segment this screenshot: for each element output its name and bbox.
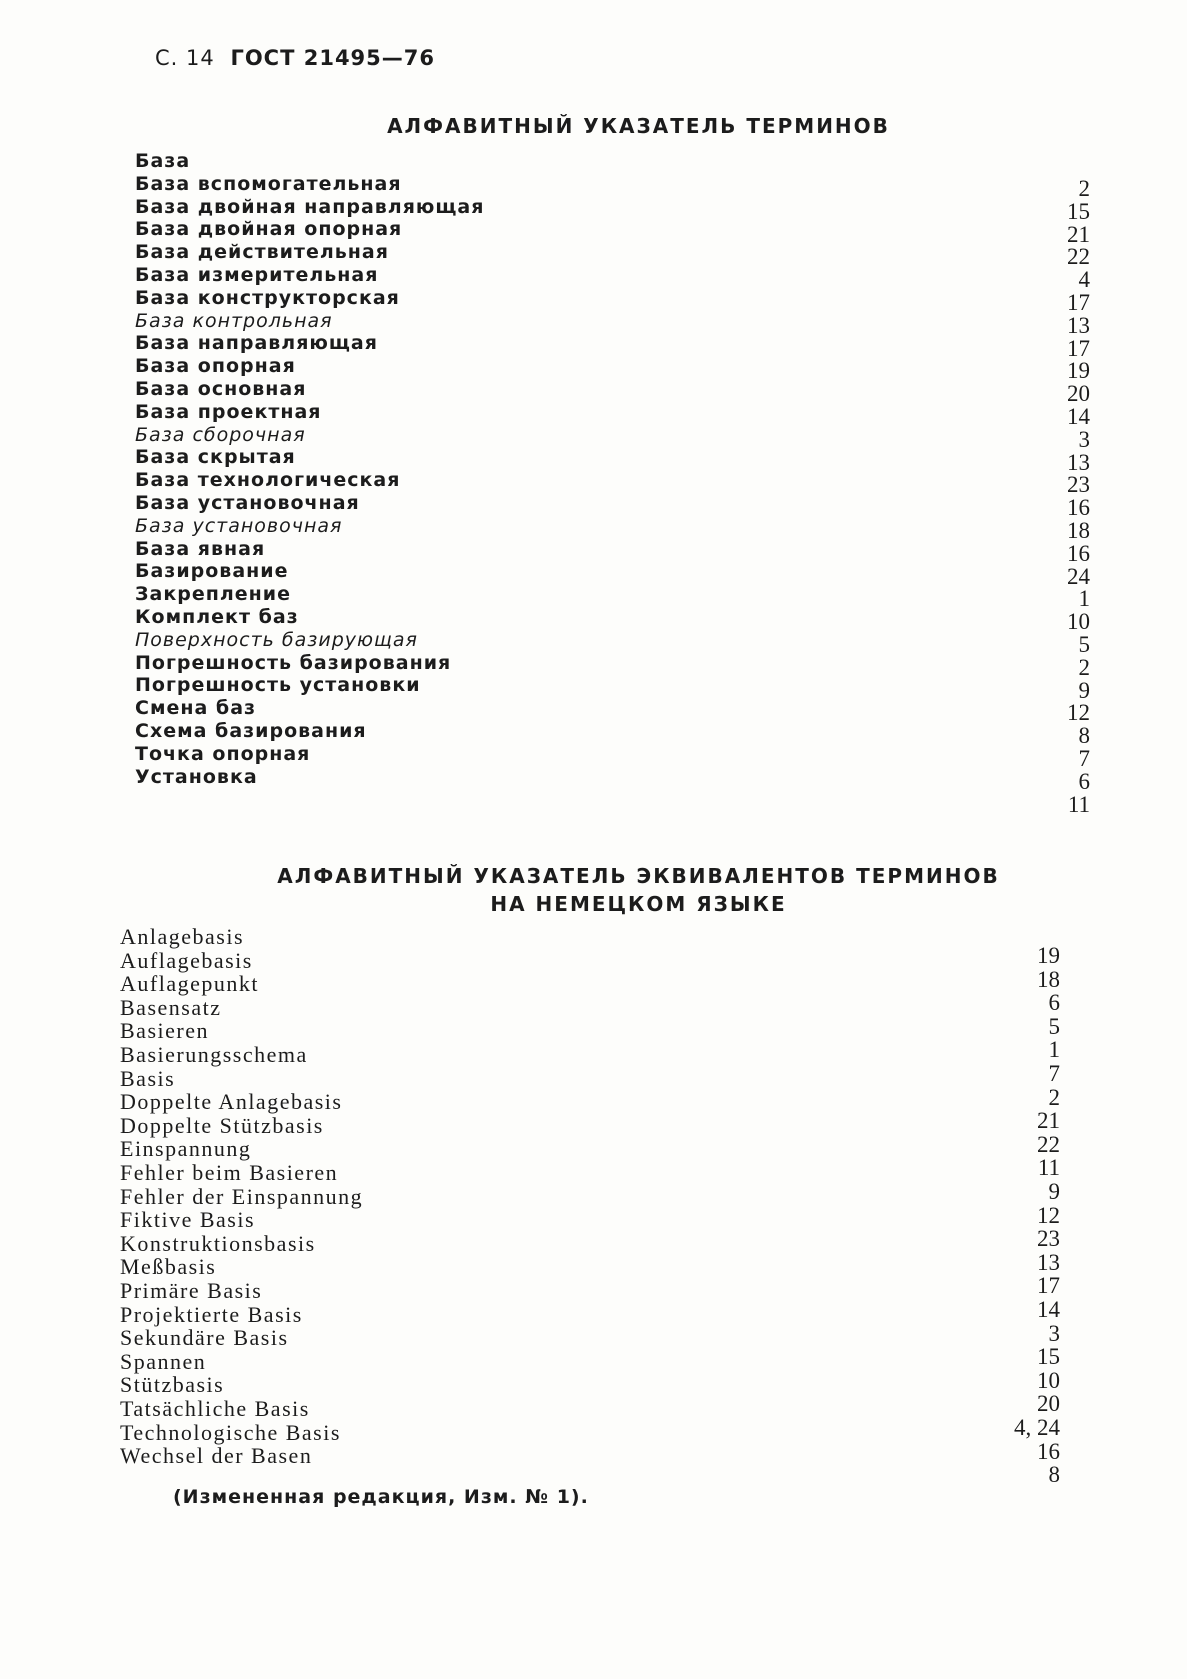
term-number: 16	[1067, 540, 1090, 566]
term-entry: Погрешность базирования	[135, 651, 452, 674]
term-entry: Fehler der Einspannung	[120, 1183, 364, 1209]
term-entry: Поверхность базирующая	[135, 628, 418, 651]
term-number: 18	[1037, 966, 1060, 992]
term-number: 24	[1067, 563, 1090, 589]
term-number: 11	[1037, 1155, 1060, 1181]
term-entry: Einspannung	[120, 1136, 252, 1162]
term-entry: База двойная опорная	[135, 218, 403, 241]
term-number: 12	[1037, 1202, 1060, 1228]
term-number: 17	[1067, 335, 1090, 361]
term-number: 12	[1067, 700, 1090, 726]
term-entry: Auflagebasis	[120, 947, 253, 973]
term-entry: Sekundäre Basis	[120, 1325, 289, 1351]
term-entry: База контрольная	[135, 309, 333, 332]
term-entry: База технологическая	[135, 469, 401, 492]
term-entry: Установка	[135, 765, 258, 788]
german-index-title	[0, 862, 1187, 918]
page-header	[155, 46, 435, 70]
term-entry: Doppelte Stützbasis	[120, 1112, 324, 1138]
term-number: 2	[1078, 176, 1090, 201]
term-number: 9	[1078, 677, 1090, 703]
term-entry: Wechsel der Basen	[120, 1443, 313, 1469]
term-entry: Konstruktionsbasis	[120, 1230, 316, 1256]
term-number: 9	[1048, 1179, 1060, 1204]
term-number: 13	[1067, 449, 1090, 475]
term-number: 22	[1037, 1131, 1060, 1157]
revision-note: (Измененная редакция, Изм. № 1).	[173, 1486, 589, 1508]
term-number: 20	[1037, 1391, 1060, 1417]
term-number: 21	[1037, 1108, 1060, 1134]
term-number: 2	[1078, 654, 1090, 680]
term-entry: База конструкторская	[135, 286, 400, 309]
term-entry: База основная	[135, 378, 307, 400]
term-entry: Basierungsschema	[120, 1042, 308, 1067]
term-entry: База направляющая	[135, 332, 378, 355]
document-number: ГОСТ 21495—76	[230, 46, 436, 70]
term-entry: База вспомогательная	[135, 172, 402, 195]
term-number: 16	[1067, 495, 1090, 521]
term-entry: База скрытая	[135, 446, 296, 469]
term-number: 5	[1048, 1013, 1060, 1039]
term-number: 10	[1037, 1367, 1060, 1393]
term-entry: Stützbasis	[120, 1372, 225, 1398]
term-entry: Technologische Basis	[120, 1419, 341, 1445]
term-number: 23	[1067, 472, 1090, 498]
term-entry: База установочная	[135, 514, 343, 537]
term-entry: Закрепление	[135, 583, 291, 606]
term-entry: Схема базирования	[135, 720, 367, 742]
term-entry: База действительная	[135, 241, 389, 264]
term-number: 10	[1067, 609, 1090, 635]
term-number: 15	[1067, 198, 1090, 224]
russian-index-title: АЛФАВИТНЫЙ УКАЗАТЕЛЬ ТЕРМИНОВ	[387, 114, 890, 138]
term-entry: Doppelte Anlagebasis	[120, 1089, 343, 1115]
term-number: 7	[1048, 1061, 1060, 1086]
term-number: 6	[1048, 990, 1060, 1016]
term-entry: База измерительная	[135, 264, 379, 286]
page-number: С. 14	[155, 46, 215, 70]
term-entry: Tatsächliche Basis	[120, 1396, 310, 1421]
term-number: 2	[1048, 1084, 1060, 1110]
german-index-title-line1: АЛФАВИТНЫЙ УКАЗАТЕЛЬ ЭКВИВАЛЕНТОВ ТЕРМИНОВ	[277, 864, 1000, 888]
term-number: 19	[1067, 358, 1090, 384]
term-number: 4, 24	[1014, 1415, 1060, 1440]
term-number: 5	[1078, 632, 1090, 657]
term-number: 21	[1067, 221, 1090, 247]
term-number: 15	[1037, 1344, 1060, 1370]
term-number: 14	[1037, 1297, 1060, 1322]
german-index-title-line2: НА НЕМЕЦКОМ ЯЗЫКЕ	[490, 892, 787, 916]
term-number: 22	[1067, 244, 1090, 270]
term-entry: База установочная	[135, 492, 360, 514]
term-entry: Точка опорная	[135, 742, 311, 765]
term-entry: Basis	[120, 1065, 176, 1091]
term-entry: Basieren	[120, 1018, 209, 1044]
term-number: 23	[1037, 1226, 1060, 1252]
term-number: 13	[1037, 1249, 1060, 1275]
term-entry: База явная	[135, 537, 266, 560]
term-number: 11	[1067, 791, 1090, 817]
term-number: 19	[1037, 943, 1060, 968]
term-number: 18	[1067, 518, 1090, 543]
term-entry: Spannen	[120, 1348, 207, 1374]
term-number: 8	[1078, 723, 1090, 749]
term-number: 4	[1078, 267, 1090, 293]
term-number: 1	[1078, 586, 1090, 612]
term-entry: Смена баз	[135, 697, 257, 720]
term-number: 3	[1048, 1320, 1060, 1346]
term-entry: База двойная направляющая	[135, 195, 485, 218]
term-number: 17	[1037, 1273, 1060, 1299]
term-number: 6	[1078, 768, 1090, 794]
term-entry: Anlagebasis	[120, 924, 245, 949]
term-number: 17	[1067, 290, 1090, 315]
term-entry: База сборочная	[135, 423, 306, 446]
term-entry: Fehler beim Basieren	[120, 1160, 339, 1185]
term-entry: Basensatz	[120, 994, 222, 1020]
term-entry: Комплект баз	[135, 606, 299, 628]
term-entry: База опорная	[135, 355, 296, 378]
term-number: 16	[1037, 1438, 1060, 1464]
term-entry: Projektierte Basis	[120, 1301, 303, 1327]
term-number: 3	[1078, 426, 1090, 452]
term-entry: Базирование	[135, 560, 289, 583]
term-entry: База проектная	[135, 400, 322, 423]
term-entry: Auflagepunkt	[120, 971, 259, 997]
term-number: 13	[1067, 312, 1090, 338]
term-entry: Meßbasis	[120, 1254, 217, 1280]
term-entry: Погрешность установки	[135, 674, 421, 697]
term-number: 7	[1078, 746, 1090, 771]
term-entry: Primäre Basis	[120, 1278, 263, 1303]
term-entry: Fiktive Basis	[120, 1207, 256, 1233]
term-number: 14	[1067, 404, 1090, 429]
term-number: 20	[1067, 381, 1090, 407]
term-number: 8	[1048, 1462, 1060, 1488]
term-entry: База	[135, 150, 191, 172]
term-number: 1	[1048, 1037, 1060, 1063]
